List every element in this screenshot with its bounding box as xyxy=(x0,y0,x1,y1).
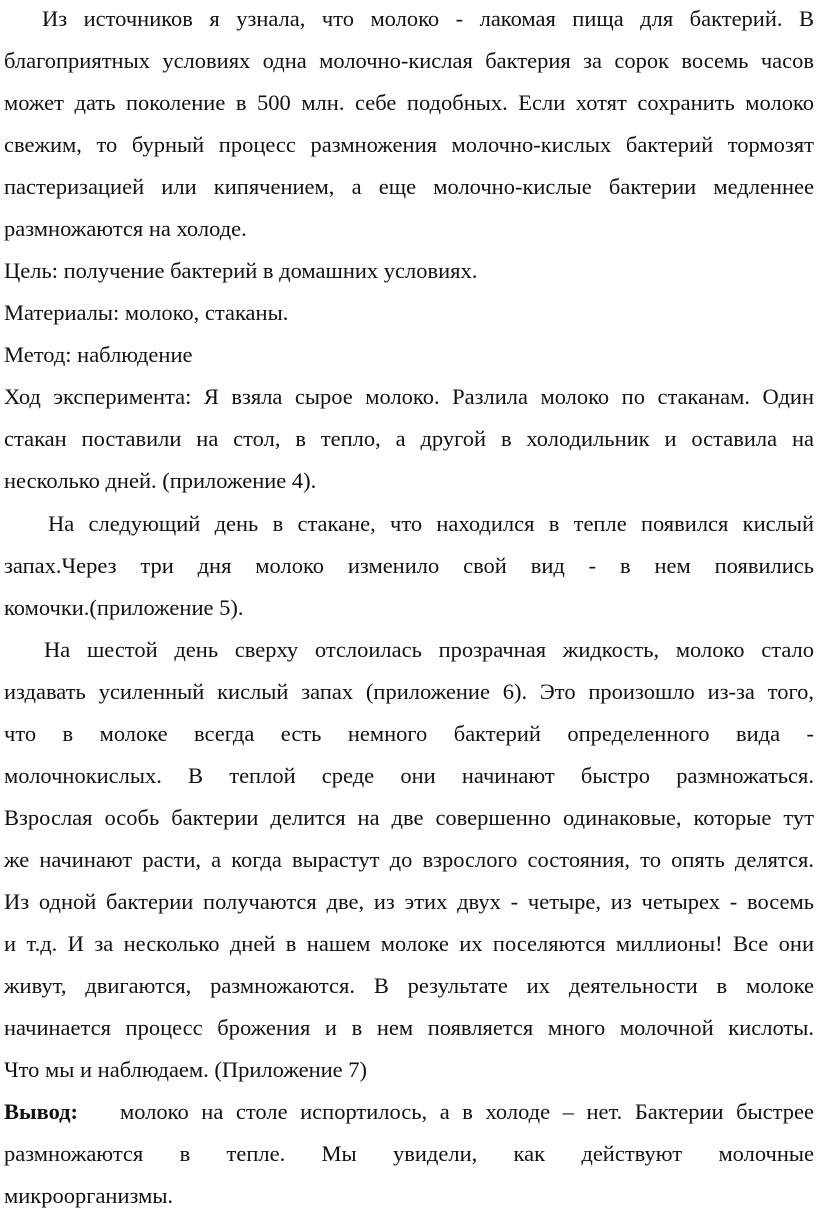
sixth-day-line-1: На шестой день сверху отслоилась прозрачная жидкость, молоко стало xyxy=(44,637,814,662)
next-day-line-2: запах.Через три дня молоко изменило свой вид - в нем появились xyxy=(4,553,814,578)
sixth-day-line-3: что в молоке всегда есть немного бактерий определенного вида - xyxy=(4,721,814,746)
procedure-line-1: Ход эксперимента: Я взяла сырое молоко. Разлила молоко по стаканам. Один xyxy=(4,384,814,409)
paragraph-1-line-1: Из источников я узнала, что молоко - лакомая пища для бактерий. В xyxy=(42,6,814,31)
procedure-line-2: стакан поставили на стол, в тепло, а другой в холодильник и оставила на xyxy=(4,426,814,451)
paragraph-1-line-2: благоприятных условиях одна молочно-кислая бактерия за сорок восемь часов xyxy=(4,48,814,73)
conclusion-label: Вывод: xyxy=(4,1099,79,1124)
sixth-day-line-8: и т.д. И за несколько дней в нашем молоке их поселяются миллионы! Все они xyxy=(4,931,814,956)
sixth-day-line-5: Взрослая особь бактерии делится на две совершенно одинаковые, которые тут xyxy=(4,805,814,830)
procedure-line-3: несколько дней. (приложение 4). xyxy=(4,468,317,493)
paragraph-1-line-5: пастеризацией или кипячением, а еще молочно-кислые бактерии медленнее xyxy=(4,174,814,199)
sixth-day-line-10: начинается процесс брожения и в нем появляется много молочной кислоты. xyxy=(4,1015,814,1040)
conclusion-line-3: микроорганизмы. xyxy=(4,1183,174,1208)
conclusion-line-2: размножаются в тепле. Мы увидели, как действуют молочные xyxy=(4,1141,814,1166)
paragraph-1-line-3: может дать поколение в 500 млн. себе подобных. Если хотят сохранить молоко xyxy=(4,90,814,115)
conclusion-line-1: молоко на столе испортилось, а в холоде – нет. Бактерии быстрее xyxy=(120,1099,814,1124)
sixth-day-line-9: живут, двигаются, размножаются. В результате их деятельности в молоке xyxy=(4,973,814,998)
next-day-line-1: На следующий день в стакане, что находился в тепле появился кислый xyxy=(48,511,814,536)
sixth-day-line-4: молочнокислых. В теплой среде они начинают быстро размножаться. xyxy=(4,763,814,788)
paragraph-1-line-4: свежим, то бурный процесс размножения молочно-кислых бактерий тормозят xyxy=(4,132,814,157)
sixth-day-line-7: Из одной бактерии получаются две, из этих двух - четыре, из четырех - восемь xyxy=(4,889,814,914)
sixth-day-line-11: Что мы и наблюдаем. (Приложение 7) xyxy=(4,1057,368,1082)
goal-line: Цель: получение бактерий в домашних условиях. xyxy=(4,258,478,283)
sixth-day-line-2: издавать усиленный кислый запах (приложение 6). Это произошло из-за того, xyxy=(4,679,814,704)
sixth-day-line-6: же начинают расти, а когда вырастут до взрослого состояния, то опять делятся. xyxy=(4,847,814,872)
method-line: Метод: наблюдение xyxy=(4,342,193,367)
next-day-line-3: комочки.(приложение 5). xyxy=(4,595,244,620)
materials-line: Материалы: молоко, стаканы. xyxy=(4,300,289,325)
paragraph-1-line-6: размножаются на холоде. xyxy=(4,216,247,241)
